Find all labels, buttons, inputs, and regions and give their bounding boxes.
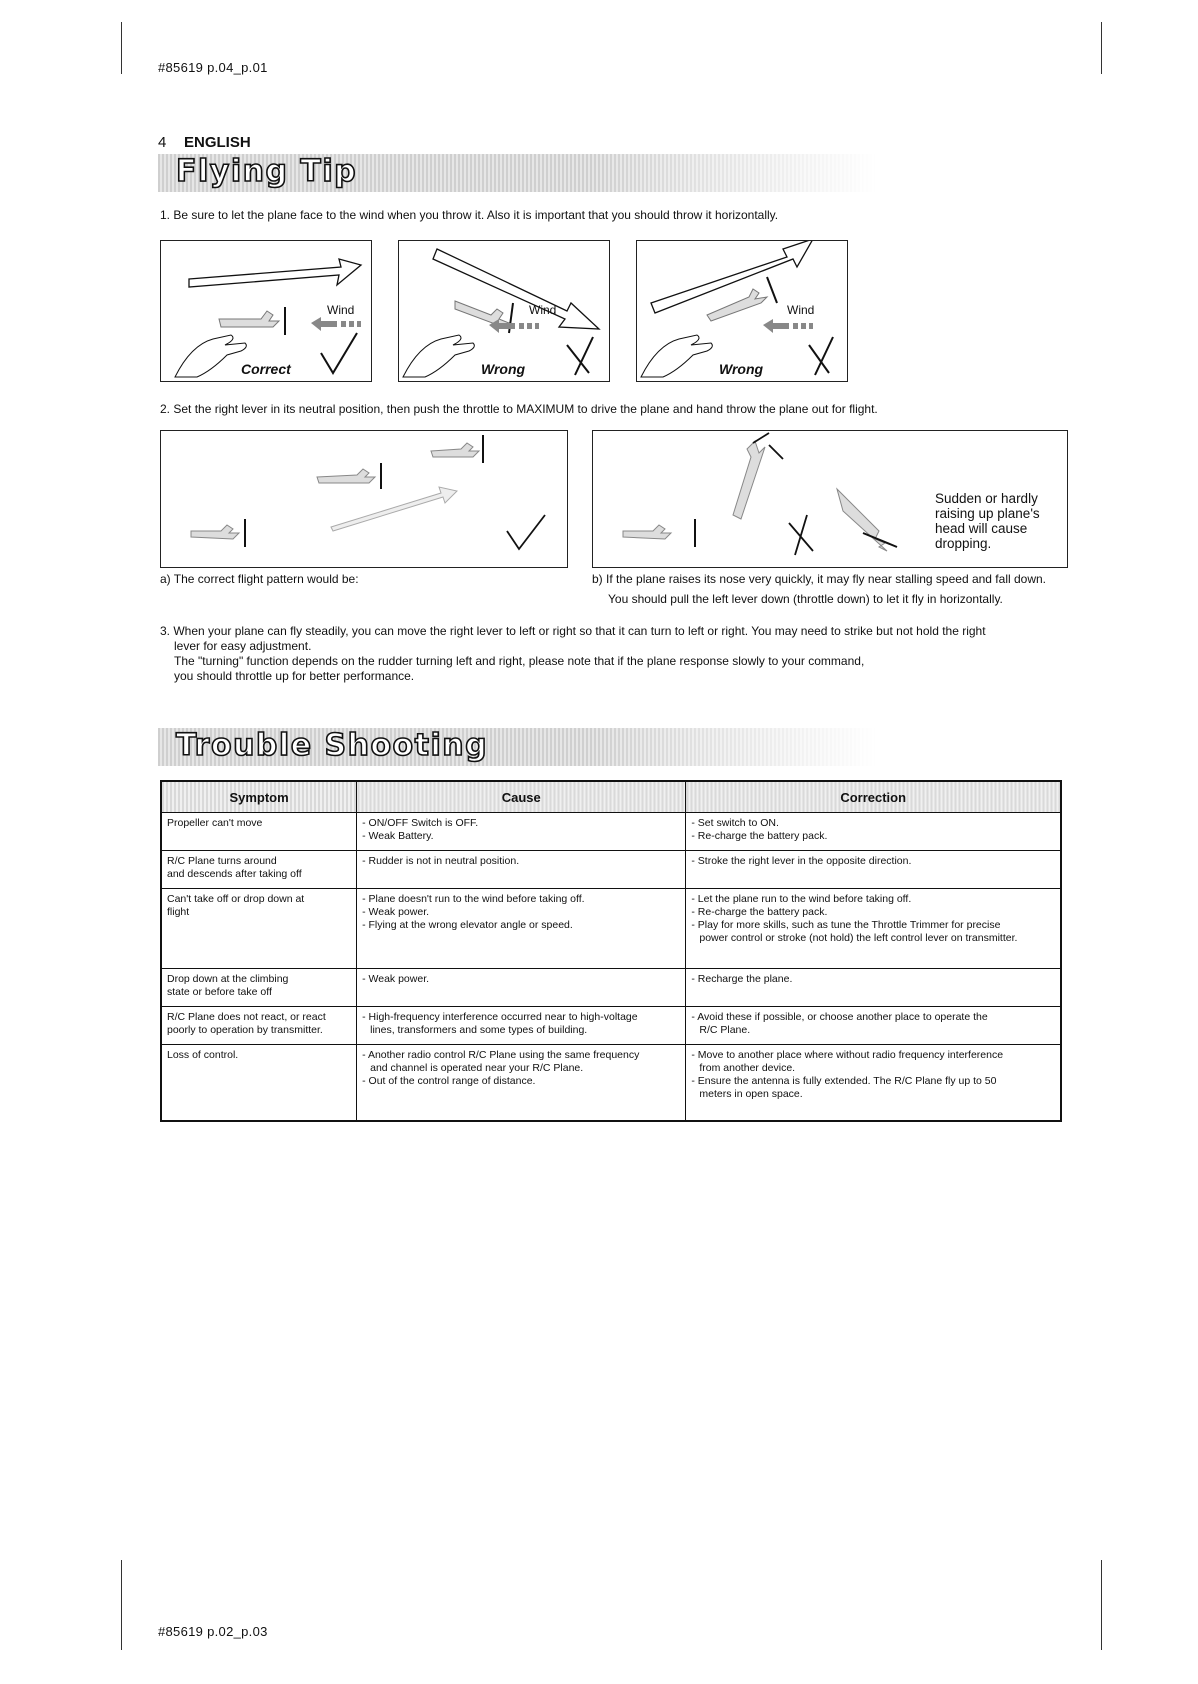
cause-cell: [357, 1007, 686, 1045]
wind-label: Wind: [787, 303, 815, 317]
print-code-top: #85619 p.04_p.01: [158, 60, 268, 75]
symptom-cell: [161, 1007, 357, 1045]
verdict-correct: Correct: [241, 361, 291, 377]
cell-line: R/C Plane turns around: [167, 855, 277, 867]
wind-label: Wind: [327, 303, 355, 317]
wind-label: Wind: [529, 303, 557, 317]
table-row: [161, 813, 1061, 851]
cell-line: - Set switch to ON.: [691, 817, 779, 829]
symptom-cell: [161, 889, 357, 969]
step-2-text: 2. Set the right lever in its neutral position, then push the throttle to MAXIMUM to drive the plane and hand throw the plane out for flight.: [160, 402, 878, 416]
step-3-text: [160, 624, 986, 684]
throw-panel-wrong-up: [636, 240, 848, 382]
table-row: [161, 1045, 1061, 1121]
correction-cell: [686, 1045, 1061, 1121]
cell-line: - Move to another place where without radio frequency interference: [691, 1049, 1004, 1061]
column-header-symptom: Symptom: [161, 781, 357, 813]
cell-line: flight: [167, 906, 190, 918]
throw-panel-correct: [160, 240, 372, 382]
cell-line: - Play for more skills, such as tune the Throttle Trimmer for precise: [691, 919, 1001, 931]
cell-line: - Another radio control R/C Plane using the same frequency: [362, 1049, 640, 1061]
cell-line: Propeller can't move: [167, 817, 263, 829]
column-header-cause: Cause: [357, 781, 686, 813]
check-icon: [507, 515, 545, 549]
cell-line: - Weak power.: [362, 973, 430, 985]
crop-mark-bottom-right: [1101, 1560, 1102, 1650]
cell-line: - Let the plane run to the wind before taking off.: [691, 893, 912, 905]
cause-cell: [357, 889, 686, 969]
symptom-cell: [161, 1045, 357, 1121]
correction-cell: [686, 969, 1061, 1007]
step-3-line: you should throttle up for better performance.: [174, 669, 415, 683]
cell-line: - Re-charge the battery pack.: [691, 830, 828, 842]
cell-line: - Re-charge the battery pack.: [691, 906, 828, 918]
throw-panel-wrong-down: [398, 240, 610, 382]
cell-line: R/C Plane.: [699, 1024, 751, 1036]
warning-line: dropping.: [935, 536, 992, 551]
cell-line: Loss of control.: [167, 1049, 239, 1061]
cell-line: lines, transformers and some types of building.: [370, 1024, 588, 1036]
cell-line: - ON/OFF Switch is OFF.: [362, 817, 479, 829]
cause-cell: [357, 969, 686, 1007]
flight-pattern-correct-illustration: [161, 431, 567, 567]
cell-line: - Recharge the plane.: [691, 973, 793, 985]
cell-line: and descends after taking off: [167, 868, 302, 880]
verdict-wrong: Wrong: [481, 361, 526, 377]
correction-cell: [686, 813, 1061, 851]
crop-mark-top-left: [121, 22, 122, 74]
symptom-cell: [161, 813, 357, 851]
step-3-line: The "turning" function depends on the rudder turning left and right, please note that if the plane response slowly to your command,: [174, 654, 865, 668]
trouble-shooting-table: [160, 780, 1062, 1122]
cell-line: - Avoid these if possible, or choose another place to operate the: [691, 1011, 988, 1023]
crop-mark-bottom-left: [121, 1560, 122, 1650]
warning-line: Sudden or hardly: [935, 491, 1038, 506]
table-row: [161, 969, 1061, 1007]
verdict-wrong: Wrong: [719, 361, 764, 377]
correction-cell: [686, 1007, 1061, 1045]
cell-line: - Rudder is not in neutral position.: [362, 855, 520, 867]
column-header-correction: Correction: [686, 781, 1061, 813]
cross-icon: [399, 241, 609, 381]
cell-line: Can't take off or drop down at: [167, 893, 305, 905]
warning-line: raising up plane's: [935, 506, 1040, 521]
flight-pattern-correct: [160, 430, 568, 568]
cell-line: - High-frequency interference occurred near to high-voltage: [362, 1011, 638, 1023]
cell-line: - Ensure the antenna is fully extended. The R/C Plane fly up to 50: [691, 1075, 997, 1087]
stall-warning: [935, 491, 1040, 551]
cell-line: R/C Plane does not react, or react: [167, 1011, 326, 1023]
table-row: [161, 1007, 1061, 1045]
language-heading: ENGLISH: [184, 134, 251, 151]
trouble-shooting-title: Trouble Shooting: [176, 728, 489, 763]
cause-cell: [357, 851, 686, 889]
caption-a: a) The correct flight pattern would be:: [160, 572, 359, 586]
check-icon: [161, 241, 371, 381]
flight-pattern-stall: [592, 430, 1068, 568]
cell-line: - Plane doesn't run to the wind before taking off.: [362, 893, 585, 905]
flying-tip-title: Flying Tip: [176, 154, 358, 189]
correction-cell: [686, 889, 1061, 969]
cell-line: from another device.: [699, 1062, 796, 1074]
cell-line: and channel is operated near your R/C Plane.: [370, 1062, 584, 1074]
cause-cell: [357, 813, 686, 851]
step-3-line: lever for easy adjustment.: [174, 639, 312, 653]
caption-b-line1: b) If the plane raises its nose very quickly, it may fly near stalling speed and fall down.: [592, 572, 1047, 586]
cross-icon: [637, 241, 847, 381]
cell-line: - Weak power.: [362, 906, 430, 918]
cell-line: - Flying at the wrong elevator angle or speed.: [362, 919, 573, 931]
table-row: [161, 851, 1061, 889]
cause-cell: [357, 1045, 686, 1121]
table-row: [161, 889, 1061, 969]
warning-line: head will cause: [935, 521, 1028, 536]
cell-line: - Weak Battery.: [362, 830, 434, 842]
cell-line: state or before take off: [167, 986, 272, 998]
table-header-row: [161, 781, 1061, 813]
print-code-bottom: #85619 p.02_p.03: [158, 1624, 268, 1639]
step-3-line: 3. When your plane can fly steadily, you can move the right lever to left or right so that it can turn to left or right. You may need to strike but not hold the right: [160, 624, 986, 638]
caption-b-line2: You should pull the left lever down (throttle down) to let it fly in horizontally.: [608, 592, 1003, 606]
symptom-cell: [161, 969, 357, 1007]
cell-line: - Out of the control range of distance.: [362, 1075, 536, 1087]
step-1-text: 1. Be sure to let the plane face to the wind when you throw it. Also it is important that you should throw it horizontally.: [160, 208, 779, 222]
cell-line: meters in open space.: [699, 1088, 803, 1100]
cell-line: - Stroke the right lever in the opposite direction.: [691, 855, 912, 867]
cell-line: power control or stroke (not hold) the left control lever on transmitter.: [699, 932, 1018, 944]
cell-line: poorly to operation by transmitter.: [167, 1024, 323, 1036]
symptom-cell: [161, 851, 357, 889]
cross-icon: [789, 515, 813, 555]
crop-mark-top-right: [1101, 22, 1102, 74]
cell-line: Drop down at the climbing: [167, 973, 289, 985]
page-number: 4: [158, 134, 167, 151]
correction-cell: [686, 851, 1061, 889]
